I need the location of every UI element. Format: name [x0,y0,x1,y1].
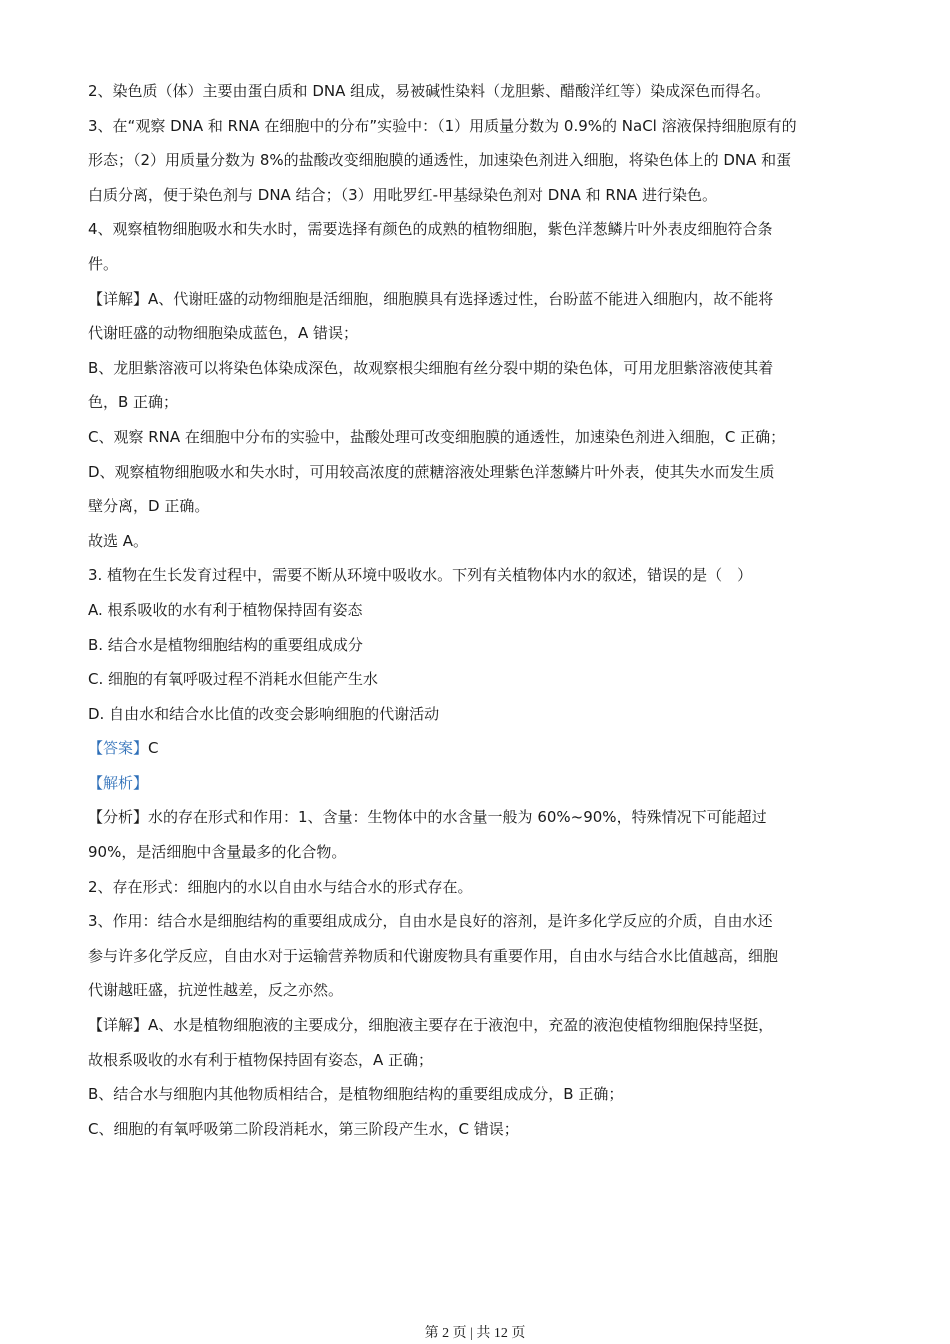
text-line: 参与许多化学反应，自由水对于运输营养物质和代谢废物具有重要作用，自由水与结合水比值越高，细胞 [88,946,779,965]
answer-line [88,731,868,766]
text-line: 代谢越旺盛，抗逆性越差，反之亦然。 [88,981,344,1000]
document-body [88,74,868,1146]
text-line: 代谢旺盛的动物细胞染成蓝色，A 错误； [88,324,359,343]
option-a: A. 根系吸收的水有利于植物保持固有姿态 [88,600,363,619]
text-line: C、细胞的有氧呼吸第二阶段消耗水，第三阶段产生水，C 错误； [88,1119,519,1138]
text-line: B、结合水与细胞内其他物质相结合，是植物细胞结构的重要组成成分，B 正确； [88,1085,624,1104]
text-line: 3、在“观察 DNA 和 RNA 在细胞中的分布”实验中：（1）用质量分数为 0.9%的 NaCl 溶液保持细胞原有的 [88,116,797,135]
text-line: 壁分离，D 正确。 [88,497,210,516]
text-line: 2、染色质（体）主要由蛋白质和 DNA 组成，易被碱性染料（龙胆紫、醋酸洋红等）染成深色而得名。 [88,82,771,100]
text-line: D、观察植物细胞吸水和失水时，可用较高浓度的蔗糖溶液处理紫色洋葱鳞片叶外表，使其失水而发生质 [88,462,775,481]
text-line: B、龙胆紫溶液可以将染色体染成深色，故观察根尖细胞有丝分裂中期的染色体，可用龙胆紫溶液使其着 [88,358,774,377]
text-line: 4、观察植物细胞吸水和失水时，需要选择有颜色的成熟的植物细胞，紫色洋葱鳞片叶外表皮细胞符合条 [88,220,773,239]
question-stem: 3. 植物在生长发育过程中，需要不断从环境中吸收水。下列有关植物体内水的叙述，错误的是（ ） [88,566,753,585]
text-line: 【详解】A、水是植物细胞液的主要成分，细胞液主要存在于液泡中，充盈的液泡使植物细胞保持坚挺， [88,1016,774,1035]
text-line: 故根系吸收的水有利于植物保持固有姿态，A 正确； [88,1050,434,1069]
text-line: 【详解】A、代谢旺盛的动物细胞是活细胞，细胞膜具有选择透过性，台盼蓝不能进入细胞内，故不能将 [88,289,774,308]
text-line: C、观察 RNA 在细胞中分布的实验中，盐酸处理可改变细胞膜的通透性，加速染色剂进入细胞，C 正确； [88,427,786,446]
answer-value: C [148,739,159,758]
option-c: C. 细胞的有氧呼吸过程不消耗水但能产生水 [88,670,379,689]
text-line: 色，B 正确； [88,393,179,412]
text-line: 件。 [88,254,119,273]
text-line: 3、作用：结合水是细胞结构的重要组成成分，自由水是良好的溶剂，是许多化学反应的介质，自由水还 [88,912,773,931]
text-line: 形态；（2）用质量分数为 8%的盐酸改变细胞膜的通透性，加速染色剂进入细胞，将染色体上的 DNA 和蛋 [88,151,792,170]
analysis-line [88,766,868,801]
text-line: 90%，是活细胞中含量最多的化合物。 [88,843,347,862]
text-line: 故选 A。 [88,531,149,550]
answer-tag: 【答案】 [88,739,149,758]
option-b: B. 结合水是植物细胞结构的重要组成成分 [88,635,363,654]
text-line: 白质分离，便于染色剂与 DNA 结合；（3）用吡罗红-甲基绿染色剂对 DNA 和 RNA 进行染色。 [88,185,718,204]
text-line: 2、存在形式：细胞内的水以自由水与结合水的形式存在。 [88,877,473,896]
option-d: D. 自由水和结合水比值的改变会影响细胞的代谢活动 [88,704,440,723]
text-line: 【分析】水的存在形式和作用：1、含量：生物体中的水含量一般为 60%~90%，特殊情况下可能超过 [88,808,767,827]
analysis-tag: 【解析】 [88,773,149,792]
page-footer: 第 2 页 | 共 12 页 [424,1326,526,1341]
